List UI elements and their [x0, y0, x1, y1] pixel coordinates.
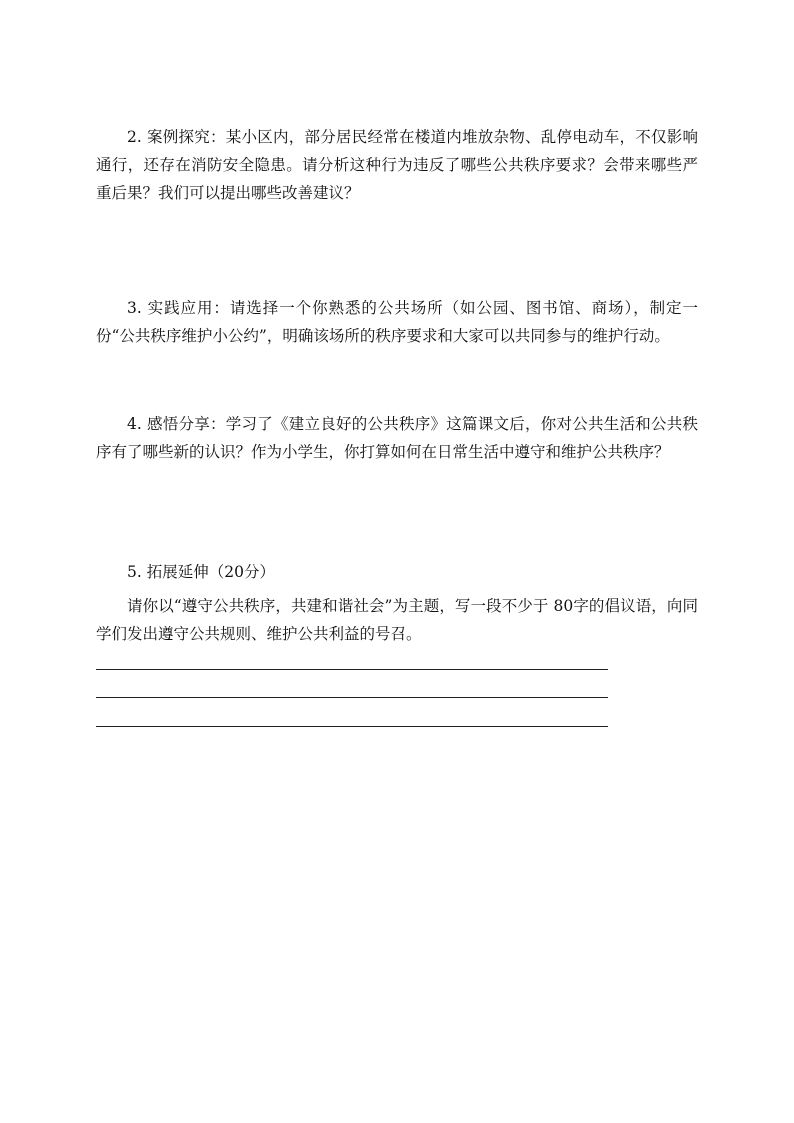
answer-line-3[interactable]: [96, 726, 608, 727]
answer-line-1[interactable]: [96, 669, 608, 670]
question-5-prompt: 请你以“遵守公共秩序，共建和谐社会”为主题，写一段不少于 80字的倡议语，向同学们发出遵守公共规则、维护公共利益的号召。: [96, 597, 698, 643]
question-2-case-study: 2. 案例探究：某小区内，部分居民经常在楼道内堆放杂物、乱停电动车，不仅影响通行，还存在消防安全隐患。请分析这种行为违反了哪些公共秩序要求？会带来哪些严重后果？我们可以提出哪些改善建议？: [96, 128, 698, 202]
question-4-reflection: 4. 感悟分享：学习了《建立良好的公共秩序》这篇课文后，你对公共生活和公共秩序有了哪些新的认识？作为小学生，你打算如何在日常生活中遵守和维护公共秩序？: [96, 415, 698, 461]
question-5-title: 5. 拓展延伸（20分）: [127, 563, 275, 581]
question-3-practical-application: 3. 实践应用：请选择一个你熟悉的公共场所（如公园、图书馆、商场），制定一份“公共秩序维护小公约”，明确该场所的秩序要求和大家可以共同参与的维护行动。: [96, 299, 698, 345]
answer-line-2[interactable]: [96, 697, 608, 698]
